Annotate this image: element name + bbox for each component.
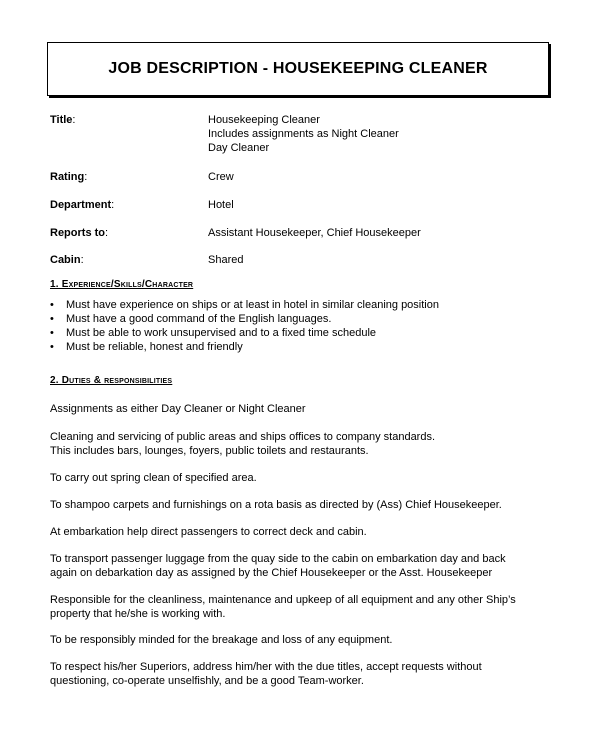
- title-box: [47, 42, 549, 96]
- field-label: Department: [50, 199, 112, 211]
- bullet-list: [50, 298, 570, 354]
- paragraph: At embarkation help direct passengers to correct deck and cabin.: [50, 526, 367, 538]
- bullet-icon: •: [50, 313, 54, 325]
- field-cabin: Cabin: Shared: [50, 254, 244, 266]
- paragraph: To be responsibly minded for the breakage and loss of any equipment.: [50, 634, 393, 646]
- job-fields: [50, 113, 560, 281]
- field-label: Title: [50, 114, 73, 126]
- paragraph: Cleaning and servicing of public areas and ships offices to company standards. This includes bars, lounges, foyers, public toilets and restaurants.: [50, 431, 436, 457]
- document-title: JOB DESCRIPTION - HOUSEKEEPING CLEANER: [108, 60, 488, 77]
- section-duties: [50, 374, 570, 687]
- bullet-icon: •: [50, 341, 54, 353]
- section-experience: [50, 278, 570, 354]
- field-rating: Rating: Crew: [50, 171, 234, 183]
- field-department: Department: Hotel: [50, 199, 234, 211]
- paragraph: To transport passenger luggage from the quay side to the cabin on embarkation day and back again on debarkation day as assigned by the Chief Housekeeper or the Asst. Housekeeper: [50, 553, 506, 579]
- field-value: Housekeeping Cleaner: [208, 114, 320, 126]
- field-value: Crew: [208, 171, 234, 183]
- paragraph: To respect his/her Superiors, address him/her with the due titles, accept requests without questioning, co-operate unselfishly, and be a good Team-worker.: [50, 661, 482, 687]
- field-value: Day Cleaner: [208, 142, 270, 154]
- section-heading: 2. Duties & responsibilities: [50, 375, 173, 386]
- paragraph: To carry out spring clean of specified area.: [50, 472, 257, 484]
- bullet-icon: •: [50, 327, 54, 339]
- field-title: Title: Housekeeping Cleaner Includes assignments as Night Cleaner Day Cleaner: [50, 114, 399, 154]
- paragraph: Assignments as either Day Cleaner or Night Cleaner: [50, 403, 306, 415]
- paragraph: To shampoo carpets and furnishings on a rota basis as directed by (Ass) Chief Housekeeper.: [50, 499, 502, 511]
- field-label: Reports to: [50, 227, 105, 239]
- field-value: Includes assignments as Night Cleaner: [208, 128, 399, 140]
- list-item: • Must be reliable, honest and friendly: [50, 341, 243, 353]
- field-label: Cabin: [50, 254, 81, 266]
- field-label: Rating: [50, 171, 85, 183]
- list-item: • Must be able to work unsupervised and to a fixed time schedule: [50, 327, 377, 339]
- list-item: • Must have experience on ships or at least in hotel in similar cleaning position: [50, 299, 439, 311]
- field-reports-to: Reports to: Assistant Housekeeper, Chief Housekeeper: [50, 227, 421, 239]
- bullet-icon: •: [50, 299, 54, 311]
- list-item: • Must have a good command of the English languages.: [50, 313, 332, 325]
- field-value: Shared: [208, 254, 244, 266]
- field-value: Hotel: [208, 199, 234, 211]
- field-value: Assistant Housekeeper, Chief Housekeeper: [208, 227, 421, 239]
- paragraph: Responsible for the cleanliness, maintenance and upkeep of all equipment and any other Ship’s property that he/she is working with.: [50, 594, 516, 620]
- section-heading: 1. Experience/Skills/Character: [50, 279, 194, 290]
